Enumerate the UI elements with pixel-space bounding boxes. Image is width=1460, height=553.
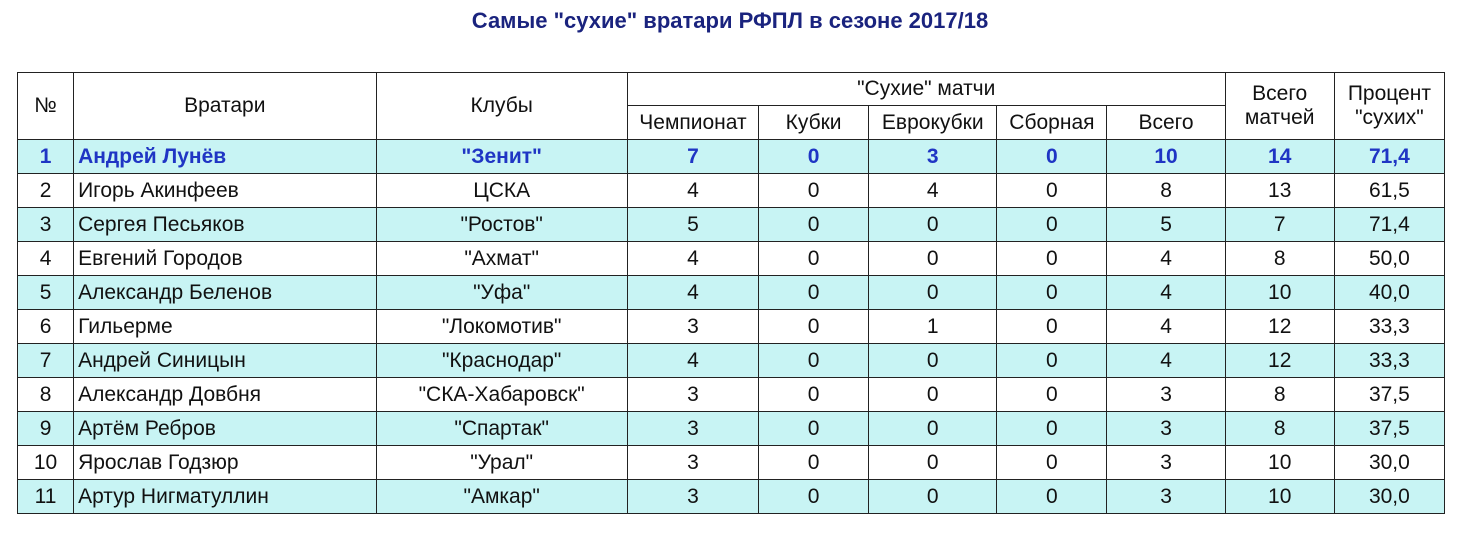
- cell-cups: 0: [759, 344, 869, 378]
- table-row: [18, 140, 1445, 174]
- cell-national: 0: [997, 344, 1107, 378]
- cell-matches: 8: [1225, 412, 1334, 446]
- cell-championship: 4: [627, 344, 758, 378]
- header-num: №: [18, 73, 74, 140]
- cell-percent: 37,5: [1334, 378, 1444, 412]
- cell-club: "Спартак": [376, 412, 627, 446]
- header-clean-sheets: "Сухие" матчи: [627, 73, 1225, 106]
- cell-name: Александр Довбня: [74, 378, 376, 412]
- cell-eurocups: 0: [869, 276, 997, 310]
- cell-total: 4: [1107, 242, 1225, 276]
- cell-championship: 5: [627, 208, 758, 242]
- table-row: [18, 208, 1445, 242]
- header-championship: Чемпионат: [627, 106, 758, 140]
- cell-club: "Амкар": [376, 480, 627, 514]
- cell-national: 0: [997, 140, 1107, 174]
- cell-percent: 37,5: [1334, 412, 1444, 446]
- cell-cups: 0: [759, 174, 869, 208]
- table-row: [18, 174, 1445, 208]
- cell-club: "Локомотив": [376, 310, 627, 344]
- cell-total: 4: [1107, 276, 1225, 310]
- cell-name: Александр Беленов: [74, 276, 376, 310]
- cell-num: 10: [18, 446, 74, 480]
- cell-percent: 61,5: [1334, 174, 1444, 208]
- cell-national: 0: [997, 242, 1107, 276]
- cell-percent: 71,4: [1334, 208, 1444, 242]
- header-total: Всего: [1107, 106, 1225, 140]
- cell-eurocups: 0: [869, 208, 997, 242]
- cell-club: "Уфа": [376, 276, 627, 310]
- header-total-matches-line2: матчей: [1244, 106, 1315, 129]
- cell-matches: 10: [1225, 480, 1334, 514]
- table-row: [18, 480, 1445, 514]
- cell-percent: 33,3: [1334, 344, 1444, 378]
- cell-club: "Ростов": [376, 208, 627, 242]
- header-total-matches: [1225, 73, 1334, 140]
- cell-cups: 0: [759, 446, 869, 480]
- cell-club: "Зенит": [376, 140, 627, 174]
- cell-total: 4: [1107, 310, 1225, 344]
- cell-num: 1: [18, 140, 74, 174]
- cell-national: 0: [997, 208, 1107, 242]
- cell-matches: 12: [1225, 344, 1334, 378]
- cell-name: Андрей Синицын: [74, 344, 376, 378]
- header-percent: [1334, 73, 1444, 140]
- cell-club: "СКА-Хабаровск": [376, 378, 627, 412]
- cell-percent: 30,0: [1334, 446, 1444, 480]
- cell-matches: 8: [1225, 242, 1334, 276]
- cell-championship: 4: [627, 242, 758, 276]
- cell-percent: 30,0: [1334, 480, 1444, 514]
- table-row: [18, 412, 1445, 446]
- cell-championship: 7: [627, 140, 758, 174]
- cell-club: ЦСКА: [376, 174, 627, 208]
- cell-cups: 0: [759, 208, 869, 242]
- cell-cups: 0: [759, 140, 869, 174]
- cell-percent: 50,0: [1334, 242, 1444, 276]
- cell-cups: 0: [759, 412, 869, 446]
- cell-club: "Ахмат": [376, 242, 627, 276]
- cell-total: 5: [1107, 208, 1225, 242]
- cell-percent: 33,3: [1334, 310, 1444, 344]
- goalkeepers-table: [17, 72, 1445, 514]
- cell-championship: 4: [627, 174, 758, 208]
- cell-matches: 12: [1225, 310, 1334, 344]
- cell-cups: 0: [759, 378, 869, 412]
- cell-matches: 14: [1225, 140, 1334, 174]
- cell-matches: 10: [1225, 276, 1334, 310]
- cell-eurocups: 0: [869, 378, 997, 412]
- cell-championship: 3: [627, 310, 758, 344]
- cell-percent: 71,4: [1334, 140, 1444, 174]
- cell-eurocups: 4: [869, 174, 997, 208]
- header-percent-line1: Процент: [1347, 82, 1431, 105]
- cell-national: 0: [997, 412, 1107, 446]
- cell-name: Андрей Лунёв: [74, 140, 376, 174]
- cell-num: 2: [18, 174, 74, 208]
- cell-total: 3: [1107, 480, 1225, 514]
- cell-cups: 0: [759, 242, 869, 276]
- table-header: [18, 73, 1445, 140]
- cell-national: 0: [997, 378, 1107, 412]
- cell-name: Артём Ребров: [74, 412, 376, 446]
- cell-championship: 3: [627, 412, 758, 446]
- cell-championship: 4: [627, 276, 758, 310]
- cell-num: 11: [18, 480, 74, 514]
- header-clubs: Клубы: [376, 73, 627, 140]
- header-national: Сборная: [997, 106, 1107, 140]
- cell-matches: 7: [1225, 208, 1334, 242]
- cell-total: 3: [1107, 378, 1225, 412]
- page-title: Самые "сухие" вратари РФПЛ в сезоне 2017/18: [471, 8, 989, 33]
- cell-eurocups: 3: [869, 140, 997, 174]
- table-row: [18, 378, 1445, 412]
- cell-cups: 0: [759, 310, 869, 344]
- header-eurocups: Еврокубки: [869, 106, 997, 140]
- cell-total: 4: [1107, 344, 1225, 378]
- cell-name: Игорь Акинфеев: [74, 174, 376, 208]
- cell-num: 4: [18, 242, 74, 276]
- cell-championship: 3: [627, 446, 758, 480]
- cell-eurocups: 0: [869, 412, 997, 446]
- table-row: [18, 310, 1445, 344]
- cell-num: 5: [18, 276, 74, 310]
- cell-championship: 3: [627, 378, 758, 412]
- cell-club: "Урал": [376, 446, 627, 480]
- header-goalkeepers: Вратари: [74, 73, 376, 140]
- header-total-matches-line1: Всего: [1252, 82, 1308, 105]
- header-cups: Кубки: [759, 106, 869, 140]
- cell-name: Ярослав Годзюр: [74, 446, 376, 480]
- cell-eurocups: 0: [869, 242, 997, 276]
- cell-name: Евгений Городов: [74, 242, 376, 276]
- cell-national: 0: [997, 174, 1107, 208]
- cell-num: 9: [18, 412, 74, 446]
- table-row: [18, 344, 1445, 378]
- cell-matches: 10: [1225, 446, 1334, 480]
- cell-eurocups: 1: [869, 310, 997, 344]
- cell-num: 7: [18, 344, 74, 378]
- header-percent-line2: "сухих": [1355, 106, 1424, 129]
- cell-national: 0: [997, 446, 1107, 480]
- cell-name: Артур Нигматуллин: [74, 480, 376, 514]
- cell-total: 8: [1107, 174, 1225, 208]
- cell-name: Гильерме: [74, 310, 376, 344]
- cell-eurocups: 0: [869, 446, 997, 480]
- cell-club: "Краснодар": [376, 344, 627, 378]
- cell-percent: 40,0: [1334, 276, 1444, 310]
- cell-eurocups: 0: [869, 480, 997, 514]
- cell-total: 3: [1107, 446, 1225, 480]
- table-row: [18, 446, 1445, 480]
- cell-total: 3: [1107, 412, 1225, 446]
- cell-national: 0: [997, 276, 1107, 310]
- cell-eurocups: 0: [869, 344, 997, 378]
- table-row: [18, 242, 1445, 276]
- cell-championship: 3: [627, 480, 758, 514]
- table-body: [18, 140, 1445, 514]
- cell-num: 8: [18, 378, 74, 412]
- cell-cups: 0: [759, 276, 869, 310]
- cell-cups: 0: [759, 480, 869, 514]
- cell-matches: 8: [1225, 378, 1334, 412]
- cell-matches: 13: [1225, 174, 1334, 208]
- cell-national: 0: [997, 480, 1107, 514]
- cell-name: Сергея Песьяков: [74, 208, 376, 242]
- cell-num: 3: [18, 208, 74, 242]
- cell-total: 10: [1107, 140, 1225, 174]
- cell-national: 0: [997, 310, 1107, 344]
- cell-num: 6: [18, 310, 74, 344]
- table-row: [18, 276, 1445, 310]
